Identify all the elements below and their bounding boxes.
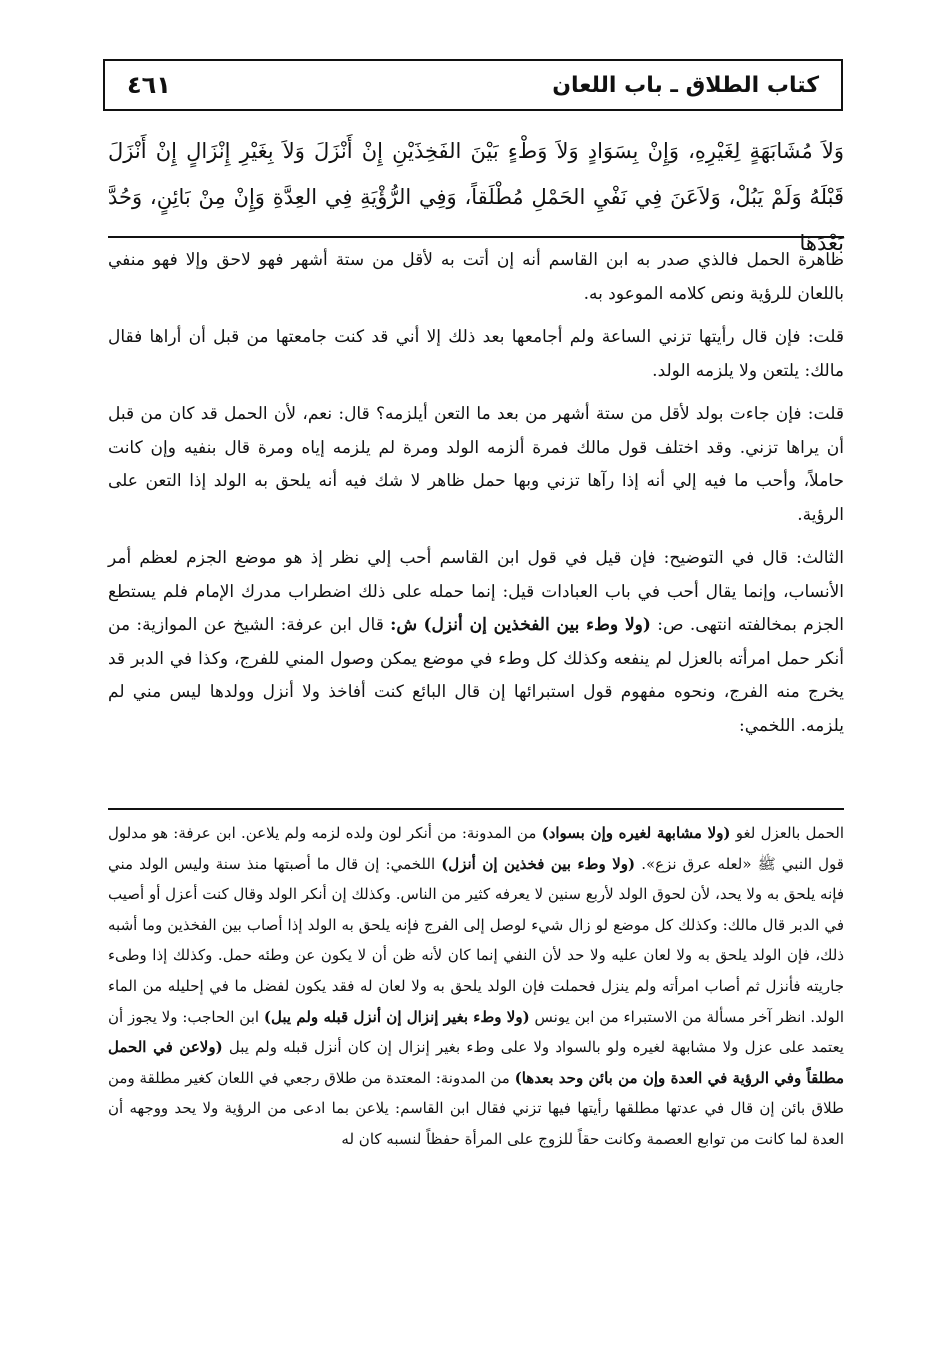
hashiya-seg-3: من المدونة: من أنكر لون ولده لزمه ولم يلاعن. ابن عرفة: هو مدلول قول النبي ﷺ «لعله عرق نزع».: [108, 824, 844, 873]
sharh-p4-quote: (ولا وطء بين الفخذين إن أنزل): [423, 615, 651, 635]
divider-matn-sharh: [108, 236, 844, 238]
hashiya-text-block: [108, 818, 844, 1155]
hashiya-seg-1: الحمل بالعزل لغو: [735, 824, 844, 842]
hashiya-quote-4: (ولاعن في الحمل مطلقاً وفي الرؤية في العدة وإن من بائن وحد بعدها): [108, 1038, 844, 1087]
sharh-paragraph-2: قلت: فإن قال رأيتها تزني الساعة ولم أجامعها بعد ذلك إلا أني قد كنت جامعتها من قبل أن أراها فقال مالك: يلتعن ولا يلزمه الولد.: [108, 327, 844, 381]
sharh-text-block: [108, 244, 844, 753]
running-title: كتاب الطلاق ـ باب اللعان: [552, 72, 819, 98]
sharh-p4-marker: ش:: [390, 615, 418, 635]
sharh-p4-text-a: الثالث: قال في التوضيح: فإن قيل في قول ابن القاسم أحب إلي نظر إذ هو موضع الجزم لعظم أمر الأنساب، وإنما يقال أحب في باب العبادات قيل: إنما حمله على ذلك اضطراب مدرك الإمام فلم يستطع الجزم بمخالفته انتهى. ص:: [108, 548, 845, 635]
hashiya-quote-2: (ولا وطء بين فخذين إن أنزل): [441, 854, 636, 873]
hashiya-seg-5: اللخمي: إن قال ما أصبتها منذ سنة وليس الولد مني فإنه يلحق به ولا يحد، لأن لحوق الولد لأربع سنين لا يعرفه كثير من الناس. وكذلك إن أنكر الولد وقال كنت أعزل أو أصيب في الدبر قال مالك: وكذلك كل موضع لو زال شيء لوصل إلى الفرج فإنه يلحق به الولد إذا أصاب بين الفخذين وما أشبه ذلك، فإن الولد يلحق به ولا لعان عليه ولا حد لأن النفي إنما كان لأنه ظن أن لا يكون عن وطئه حمل. وكذلك إذا وطىء جاريته فأنزل ثم أصاب امرأته ولم ينزل فحملت فإن الولد يلحق به ولا لعان له فقد يكون لفضل ما في إحليله من الماء الولد. انظر آخر مسألة من الاستبراء من ابن يونس: [108, 854, 844, 1026]
divider-sharh-hashiya: [108, 808, 844, 810]
page-header: [103, 59, 843, 111]
hashiya-paragraph: [108, 818, 844, 1155]
hashiya-seg-7: ابن الحاجب: ولا يجوز أن يعتمد على عزل ولا مشابهة لغيره ولو بالسواد ولا على وطء بغير إنزال إن كان أنزل قبله ولم يبل: [108, 1007, 844, 1057]
sharh-paragraph-3: قلت: فإن جاءت بولد لأقل من ستة أشهر من بعد ما التعن أيلزمه؟ قال: نعم، لأن الحمل قد كان من قبل أن يراها تزني. وقد اختلف قول مالك فمرة ألزمه الولد ومرة لم يلزمه إياه ومرة قال بنفيه وإن كانت حاملاً، وأحب ما فيه إلي أنه إذا رآها تزني وبها حمل ظاهر لا شك فيه أنه يلحق به الولد إذا التعن على الرؤية.: [108, 404, 844, 525]
sharh-paragraph-1: ظاهرة الحمل فالذي صدر به ابن القاسم أنه إن أتت به لأقل من ستة أشهر فهو لاحق وإلا فهو منفي باللعان للرؤية ونص كلامه الموعود به.: [108, 250, 844, 304]
sharh-p4-text-d: قال ابن عرفة: الشيخ عن الموازية: من أنكر حمل امرأته بالعزل لم ينفعه وكذلك كل وطء في موضع يمكن وصول المني للفرج، وكذا في الدبر قد يخرج منه الفرج، ونحوه مفهوم قول استبرائها إن قال البائع كنت أفاخذ ولا أنزل وولدها ليس مني لم يلزمه. اللخمي:: [108, 615, 844, 736]
sharh-paragraph-4: [108, 542, 844, 743]
hashiya-quote-1: (ولا مشابهة لغيره وإن بسواد): [541, 824, 731, 842]
hashiya-quote-3: (ولا وطء بغير إنزال إن أنزل قبله ولم يبل): [263, 1007, 530, 1026]
matn-paragraph: وَلاَ مُشَابَهَةٍ لِغَيْرِهِ، وَإِنْ بِسَوَادٍ وَلاَ وَطْءٍ بَيْنَ الفَخِذَيْنِ إِنْ أَنْزَلَ وَلاَ بِغَيْرِ إِنْزَالٍ إِنْ أَنْزَلَ قَبْلَهُ وَلَمْ يَبُلْ، وَلاَعَنَ فِي نَفْيِ الحَمْلِ مُطْلَقاً، وَفِي الرُّؤْيَةِ فِي العِدَّةِ وَإِنْ مِنْ بَائِنٍ، وَحُدَّ بَعْدَهَا: [108, 139, 844, 255]
page-number: ٤٦١: [127, 71, 171, 99]
hashiya-seg-9: من المدونة: المعتدة من طلاق رجعي في اللعان كغير مطلقة ومن طلاق بائن إن قال في عدتها مطلقها رأيتها فيها تزني فقال ابن القاسم: يلاعن بما ادعى من الرؤية ولا يحد ووجهه أن العدة لما كانت من توابع العصمة وكانت حقاً للزوج على المرأة حفظاً لنسبه كان له: [108, 1068, 844, 1148]
